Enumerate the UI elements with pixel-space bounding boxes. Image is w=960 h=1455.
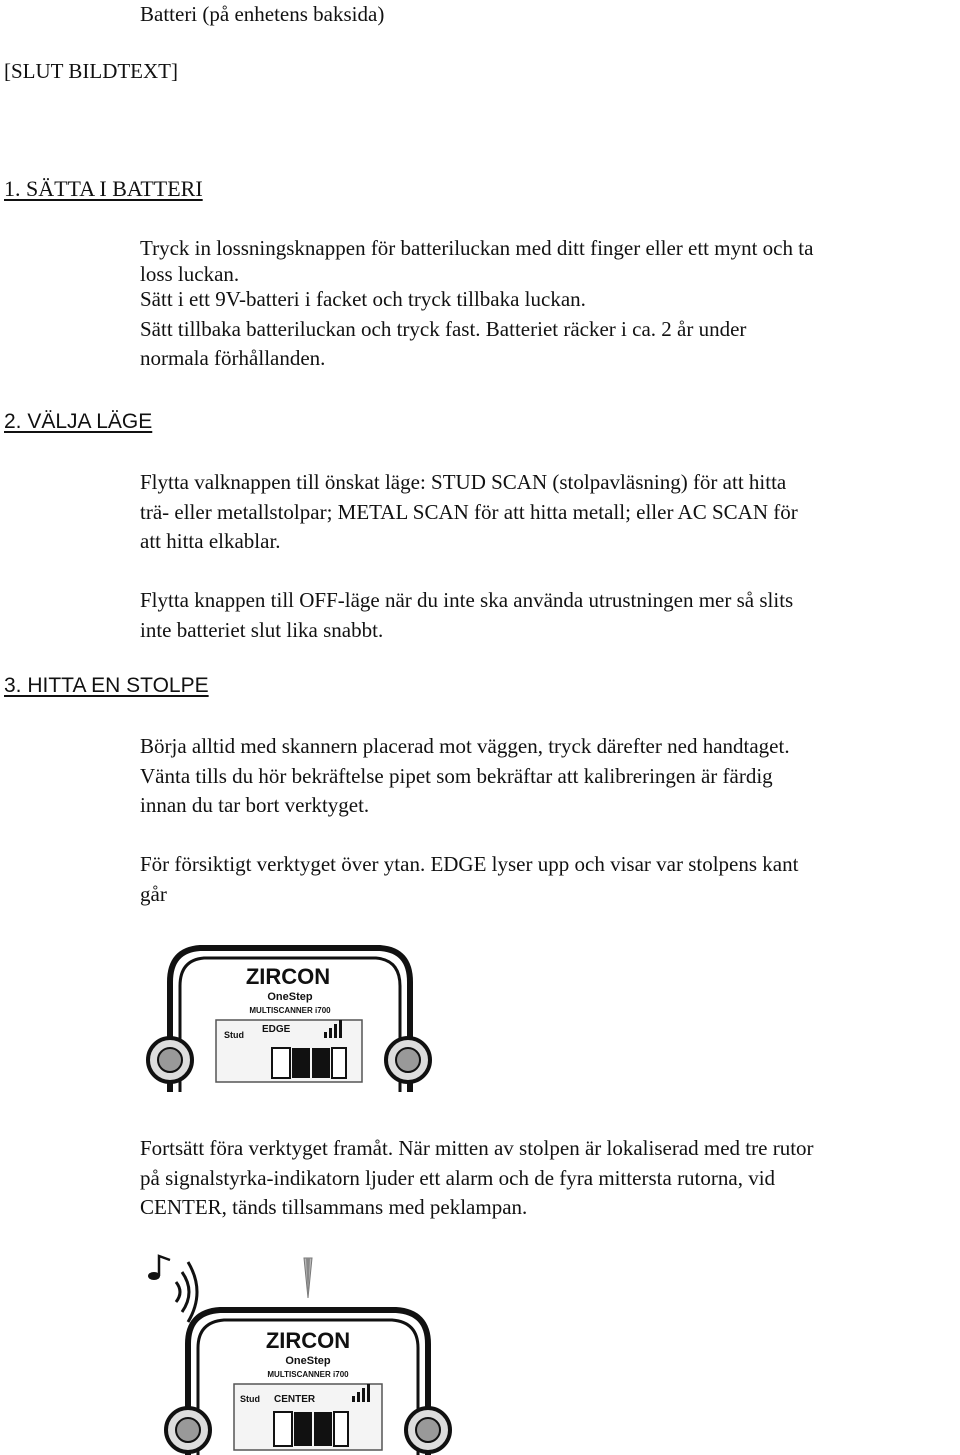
segment-display-icon — [274, 1412, 348, 1446]
text-line: Sätt tillbaka batteriluckan och tryck fast. Batteriet räcker i ca. 2 år under — [140, 316, 747, 341]
section-1-text — [140, 234, 813, 374]
text-line: normala förhållanden. — [140, 346, 326, 370]
right-grip-icon — [406, 1408, 450, 1452]
section-2-heading: 2. VÄLJA LÄGE — [4, 410, 153, 433]
section-2-para-2 — [140, 586, 793, 645]
right-grip-icon — [386, 1038, 430, 1082]
text-line: Flytta knappen till OFF-läge när du inte ska använda utrustningen mer så slits — [140, 588, 794, 612]
section-1-heading: 1. SÄTTA I BATTERI — [4, 176, 203, 201]
end-caption: [SLUT BILDTEXT] — [4, 59, 178, 83]
indicator-label: CENTER — [274, 1394, 316, 1405]
text-line: inte batteriet slut lika snabbt. — [140, 617, 384, 642]
segment-display-icon — [272, 1048, 346, 1078]
section-3-para-3 — [140, 1134, 814, 1223]
sound-waves-icon — [176, 1262, 197, 1322]
text-line: För försiktigt verktyget över ytan. EDGE lyser upp och visar var stolpens kant — [140, 852, 799, 876]
brand-logo: ZIRCON — [265, 1328, 351, 1353]
section-3-para-1 — [140, 732, 790, 821]
music-note-icon — [148, 1256, 170, 1280]
text-line: innan du tar bort verktyget. — [140, 793, 370, 817]
section-2-para-1 — [140, 468, 798, 557]
indicator-label: EDGE — [262, 1024, 291, 1035]
text-line: Börja alltid med skannern placerad mot väggen, tryck därefter ned handtaget. — [140, 734, 790, 758]
battery-caption: Batteri (på enhetens baksida) — [140, 2, 385, 26]
line-label: MULTISCANNER i700 — [267, 1370, 349, 1379]
mode-label: Stud — [240, 1394, 260, 1404]
section-3-heading: 3. HITTA EN STOLPE — [4, 674, 209, 697]
model-label: OneStep — [267, 991, 313, 1003]
text-line: Vänta tills du hör bekräftelse pipet som bekräftar att kalibreringen är färdig — [140, 763, 773, 788]
text-line: Flytta valknappen till önskat läge: STUD SCAN (stolpavläsning) för att hitta — [140, 470, 787, 494]
scanner-center-illustration — [140, 1252, 460, 1455]
text-line: på signalstyrka-indikatorn ljuder ett alarm och de fyra mittersta rutorna, vid — [140, 1165, 776, 1190]
brand-logo: ZIRCON — [245, 964, 331, 989]
light-beam-icon — [304, 1258, 312, 1298]
text-line: går — [140, 881, 167, 906]
section-3-para-2 — [140, 850, 798, 909]
left-grip-icon — [166, 1408, 210, 1452]
text-line: Sätt i ett 9V-batteri i facket och tryck tillbaka luckan. — [140, 287, 586, 311]
text-line: att hitta elkablar. — [140, 529, 281, 553]
text-line: trä- eller metallstolpar; METAL SCAN för att hitta metall; eller AC SCAN för — [140, 499, 798, 524]
scanner-edge-illustration — [140, 942, 440, 1102]
line-label: MULTISCANNER i700 — [249, 1006, 331, 1015]
text-line: CENTER, tänds tillsammans med peklampan. — [140, 1195, 528, 1219]
text-line: Tryck in lossningsknappen för batteriluckan med ditt finger eller ett mynt och ta — [140, 236, 814, 260]
text-line: loss luckan. — [140, 261, 240, 286]
model-label: OneStep — [285, 1355, 331, 1367]
left-grip-icon — [148, 1038, 192, 1082]
mode-label: Stud — [224, 1030, 244, 1040]
text-line: Fortsätt föra verktyget framåt. När mitten av stolpen är lokaliserad med tre rutor — [140, 1136, 814, 1160]
